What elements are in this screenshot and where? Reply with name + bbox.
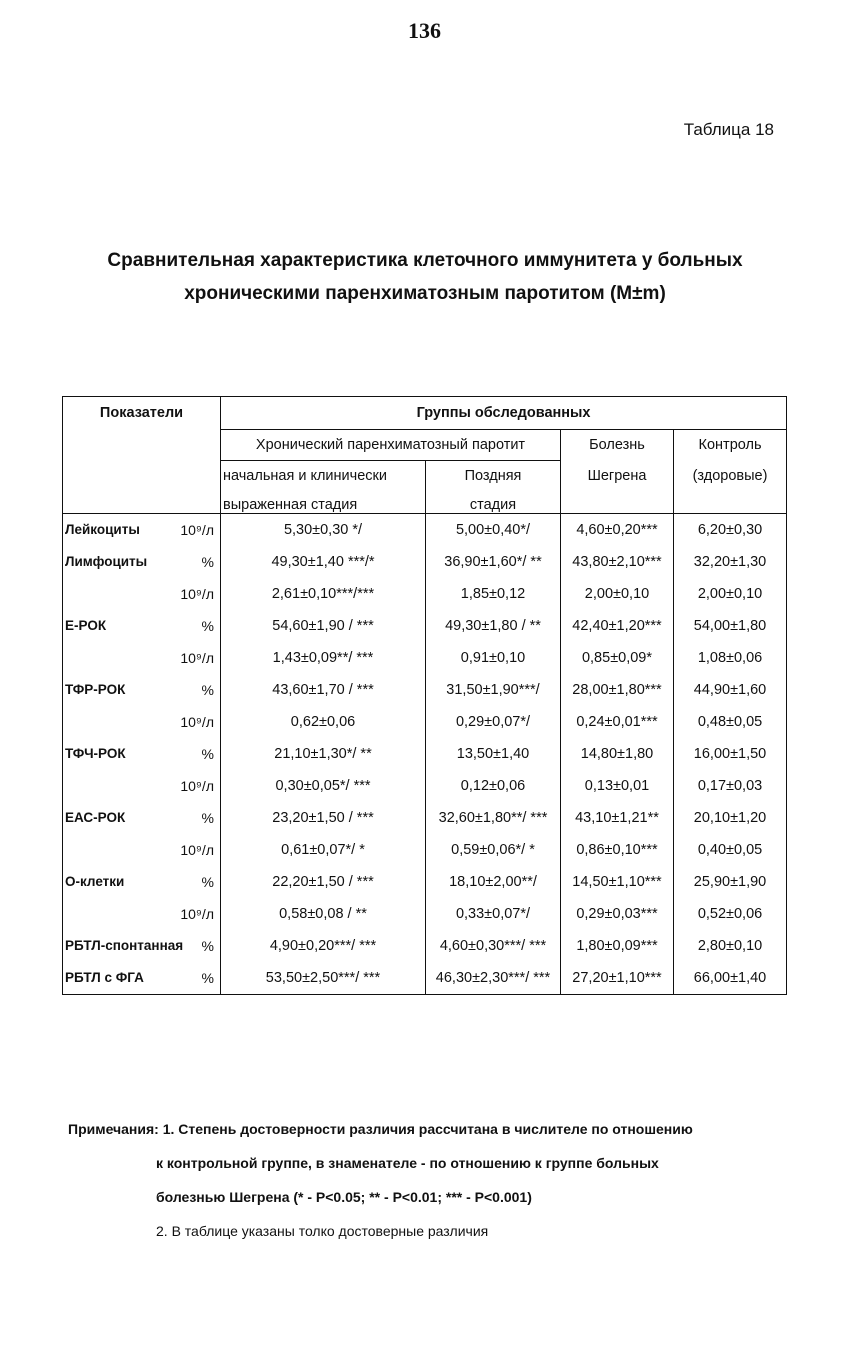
sjogren-value-cell: 43,80±2,10*** bbox=[561, 546, 674, 578]
control-header-2: (здоровые) bbox=[674, 461, 787, 492]
control-value-cell: 0,52±0,06 bbox=[674, 898, 787, 930]
groups-header: Группы обследованных bbox=[221, 397, 787, 430]
table-row bbox=[63, 866, 787, 898]
note-line-2: к контрольной группе, в знаменателе - по отношению к группе больных bbox=[156, 1155, 659, 1171]
table-row bbox=[63, 962, 787, 995]
indicator-cell bbox=[63, 866, 221, 898]
sjogren-value-cell: 0,13±0,01 bbox=[561, 770, 674, 802]
indicator-cell bbox=[63, 962, 221, 995]
table-row bbox=[63, 674, 787, 706]
indicator-unit: % bbox=[201, 810, 214, 826]
early-value-cell: 23,20±1,50 / *** bbox=[221, 802, 426, 834]
late-value-cell: 36,90±1,60*/ ** bbox=[426, 546, 561, 578]
indicator-name: Лейкоциты bbox=[65, 522, 140, 537]
control-value-cell: 54,00±1,80 bbox=[674, 610, 787, 642]
control-value-cell: 16,00±1,50 bbox=[674, 738, 787, 770]
early-value-cell: 0,62±0,06 bbox=[221, 706, 426, 738]
indicator-unit: 10⁹/л bbox=[180, 586, 214, 602]
indicator-name: ТФР-РОК bbox=[65, 682, 126, 697]
page-number: 136 bbox=[408, 18, 441, 43]
control-value-cell: 0,48±0,05 bbox=[674, 706, 787, 738]
indicator-cell bbox=[63, 706, 221, 738]
indicator-unit: % bbox=[201, 938, 214, 954]
indicator-unit: 10⁹/л bbox=[180, 906, 214, 922]
indicator-cell bbox=[63, 930, 221, 962]
sjogren-value-cell: 14,80±1,80 bbox=[561, 738, 674, 770]
table-row bbox=[63, 770, 787, 802]
indicator-unit: % bbox=[201, 554, 214, 570]
sjogren-value-cell: 42,40±1,20*** bbox=[561, 610, 674, 642]
early-value-cell: 22,20±1,50 / *** bbox=[221, 866, 426, 898]
table-row bbox=[63, 706, 787, 738]
title-line-1: Сравнительная характеристика клеточного иммунитета у больных bbox=[107, 250, 743, 271]
control-value-cell: 6,20±0,30 bbox=[674, 514, 787, 547]
indicator-unit: 10⁹/л bbox=[180, 778, 214, 794]
late-value-cell: 0,33±0,07*/ bbox=[426, 898, 561, 930]
early-stage-header-1: начальная и клинически bbox=[221, 461, 426, 492]
sjogren-value-cell: 2,00±0,10 bbox=[561, 578, 674, 610]
late-value-cell: 0,59±0,06*/ * bbox=[426, 834, 561, 866]
note-line-4: 2. В таблице указаны толко достоверные различия bbox=[156, 1223, 489, 1239]
indicator-unit: 10⁹/л bbox=[180, 842, 214, 858]
late-value-cell: 0,29±0,07*/ bbox=[426, 706, 561, 738]
indicator-cell bbox=[63, 738, 221, 770]
late-value-cell: 13,50±1,40 bbox=[426, 738, 561, 770]
sjogren-value-cell: 0,86±0,10*** bbox=[561, 834, 674, 866]
early-value-cell: 0,61±0,07*/ * bbox=[221, 834, 426, 866]
indicator-cell bbox=[63, 834, 221, 866]
early-value-cell: 53,50±2,50***/ *** bbox=[221, 962, 426, 995]
indicator-name: ЕАС-РОК bbox=[65, 810, 126, 825]
sjogren-header-2: Шегрена bbox=[561, 461, 674, 492]
late-value-cell: 31,50±1,90***/ bbox=[426, 674, 561, 706]
indicator-cell bbox=[63, 546, 221, 578]
sjogren-value-cell: 4,60±0,20*** bbox=[561, 514, 674, 547]
indicator-cell bbox=[63, 770, 221, 802]
title-line-2: хроническими паренхиматозным паротитом (M±m) bbox=[184, 283, 666, 304]
indicator-cell bbox=[63, 802, 221, 834]
indicator-name: Е-РОК bbox=[65, 618, 107, 633]
immunity-table bbox=[62, 396, 787, 995]
early-value-cell: 21,10±1,30*/ ** bbox=[221, 738, 426, 770]
late-value-cell: 18,10±2,00**/ bbox=[426, 866, 561, 898]
indicator-name: О-клетки bbox=[65, 874, 125, 889]
table-row bbox=[63, 898, 787, 930]
table-row bbox=[63, 642, 787, 674]
indicator-unit: % bbox=[201, 746, 214, 762]
sjogren-value-cell: 43,10±1,21** bbox=[561, 802, 674, 834]
sjogren-value-cell: 0,24±0,01*** bbox=[561, 706, 674, 738]
early-value-cell: 0,30±0,05*/ *** bbox=[221, 770, 426, 802]
control-value-cell: 0,40±0,05 bbox=[674, 834, 787, 866]
indicator-name: Лимфоциты bbox=[65, 554, 148, 569]
indicator-cell bbox=[63, 898, 221, 930]
indicator-cell bbox=[63, 610, 221, 642]
sjogren-value-cell: 14,50±1,10*** bbox=[561, 866, 674, 898]
control-value-cell: 25,90±1,90 bbox=[674, 866, 787, 898]
indicator-cell bbox=[63, 642, 221, 674]
sjogren-value-cell: 0,29±0,03*** bbox=[561, 898, 674, 930]
sjogren-value-cell: 0,85±0,09* bbox=[561, 642, 674, 674]
indicator-unit: % bbox=[201, 682, 214, 698]
note-line-1: Примечания: 1. Степень достоверности различия рассчитана в числителе по отношению bbox=[68, 1121, 693, 1137]
early-value-cell: 0,58±0,08 / ** bbox=[221, 898, 426, 930]
table-row bbox=[63, 514, 787, 547]
late-value-cell: 4,60±0,30***/ *** bbox=[426, 930, 561, 962]
early-value-cell: 1,43±0,09**/ *** bbox=[221, 642, 426, 674]
late-value-cell: 32,60±1,80**/ *** bbox=[426, 802, 561, 834]
early-value-cell: 54,60±1,90 / *** bbox=[221, 610, 426, 642]
table-label: Таблица 18 bbox=[683, 120, 774, 139]
table-row bbox=[63, 578, 787, 610]
indicator-cell bbox=[63, 674, 221, 706]
sjogren-header-1: Болезнь bbox=[561, 430, 674, 461]
early-stage-header-2: выраженная стадия bbox=[221, 491, 426, 514]
late-stage-header-1: Поздняя bbox=[426, 461, 561, 492]
sjogren-value-cell: 1,80±0,09*** bbox=[561, 930, 674, 962]
late-value-cell: 49,30±1,80 / ** bbox=[426, 610, 561, 642]
late-value-cell: 46,30±2,30***/ *** bbox=[426, 962, 561, 995]
early-value-cell: 49,30±1,40 ***/* bbox=[221, 546, 426, 578]
control-value-cell: 66,00±1,40 bbox=[674, 962, 787, 995]
indicator-name: РБТЛ с ФГА bbox=[65, 970, 144, 985]
late-value-cell: 0,12±0,06 bbox=[426, 770, 561, 802]
chronic-header: Хронический паренхиматозный паротит bbox=[221, 430, 561, 461]
early-value-cell: 43,60±1,70 / *** bbox=[221, 674, 426, 706]
table-row bbox=[63, 930, 787, 962]
control-value-cell: 0,17±0,03 bbox=[674, 770, 787, 802]
indicator-name: ТФЧ-РОК bbox=[65, 746, 126, 761]
indicator-unit: 10⁹/л bbox=[180, 650, 214, 666]
control-value-cell: 20,10±1,20 bbox=[674, 802, 787, 834]
indicator-cell bbox=[63, 578, 221, 610]
indicator-unit: % bbox=[201, 618, 214, 634]
late-value-cell: 5,00±0,40*/ bbox=[426, 514, 561, 547]
late-stage-header-2: стадия bbox=[426, 491, 561, 514]
table-row bbox=[63, 546, 787, 578]
indicator-unit: % bbox=[201, 970, 214, 986]
table-row bbox=[63, 834, 787, 866]
notes bbox=[68, 1112, 788, 1248]
indicators-header: Показатели bbox=[63, 397, 221, 430]
control-value-cell: 32,20±1,30 bbox=[674, 546, 787, 578]
indicator-name: РБТЛ-спонтанная bbox=[65, 938, 184, 953]
control-value-cell: 1,08±0,06 bbox=[674, 642, 787, 674]
table-row bbox=[63, 802, 787, 834]
indicator-cell bbox=[63, 514, 221, 547]
table-row bbox=[63, 610, 787, 642]
indicator-unit: 10⁹/л bbox=[180, 714, 214, 730]
table-row bbox=[63, 738, 787, 770]
late-value-cell: 1,85±0,12 bbox=[426, 578, 561, 610]
early-value-cell: 4,90±0,20***/ *** bbox=[221, 930, 426, 962]
indicator-unit: % bbox=[201, 874, 214, 890]
control-value-cell: 2,80±0,10 bbox=[674, 930, 787, 962]
control-header-1: Контроль bbox=[674, 430, 787, 461]
table-title bbox=[60, 244, 790, 310]
control-value-cell: 44,90±1,60 bbox=[674, 674, 787, 706]
sjogren-value-cell: 27,20±1,10*** bbox=[561, 962, 674, 995]
sjogren-value-cell: 28,00±1,80*** bbox=[561, 674, 674, 706]
control-value-cell: 2,00±0,10 bbox=[674, 578, 787, 610]
late-value-cell: 0,91±0,10 bbox=[426, 642, 561, 674]
early-value-cell: 5,30±0,30 */ bbox=[221, 514, 426, 547]
indicator-unit: 10⁹/л bbox=[180, 522, 214, 538]
early-value-cell: 2,61±0,10***/*** bbox=[221, 578, 426, 610]
note-line-3: болезнью Шегрена (* - P<0.05; ** - P<0.01; *** - P<0.001) bbox=[156, 1189, 532, 1205]
